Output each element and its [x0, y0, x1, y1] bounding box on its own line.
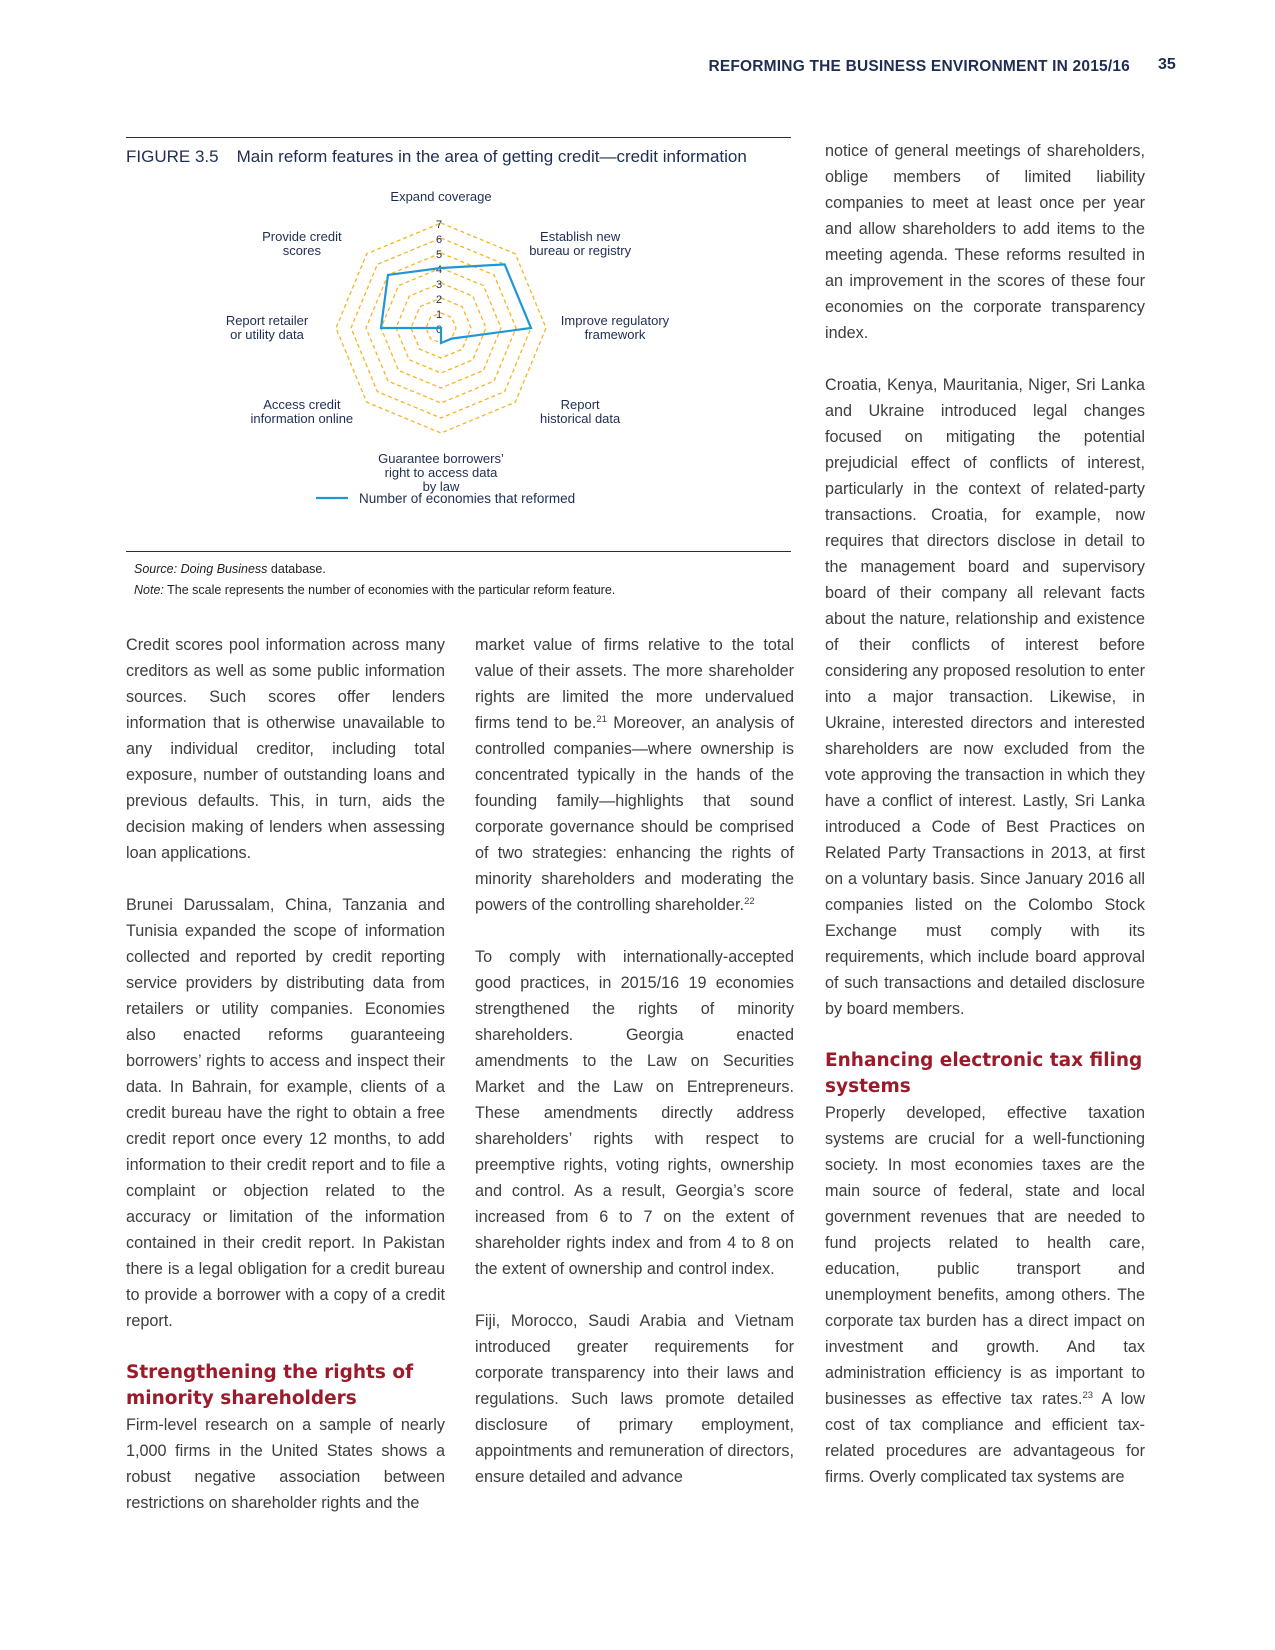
- legend-label: Number of economies that reformed: [359, 491, 576, 506]
- paragraph: [825, 1100, 1145, 1490]
- axis-label: [540, 397, 621, 426]
- paragraph-text: market value of firms relative to the total value of their assets. The more shareholder rights are limited the more undervalued firms tend to be.: [475, 636, 794, 732]
- paragraph: Fiji, Morocco, Saudi Arabia and Vietnam introduced greater requirements for corporate transparency into their laws and regulations. Such laws promote detailed disclosure of primary employment, appointments and remuneration of directors, ensure detailed and advance: [475, 1312, 794, 1486]
- paragraph: notice of general meetings of shareholders, oblige members of limited liability companies to meet at least once per year and allow shareholders to add items to the meeting agenda. These reforms resulted in an improvement in the scores of these four economies on the corporate transparency index.: [825, 142, 1145, 342]
- section-heading-electronic-tax: Enhancing electronic tax filing systems: [825, 1050, 1143, 1097]
- figure-top-rule: [126, 137, 791, 138]
- figure-bottom-rule: [126, 551, 791, 552]
- axis-label-line: Provide credit: [262, 228, 342, 244]
- source-label: Source:: [134, 562, 178, 576]
- text-column-3: [825, 138, 1145, 1490]
- figure-caption: [126, 147, 791, 167]
- figure-title: Main reform features in the area of getting credit—credit information: [236, 147, 747, 166]
- footnote-ref-21[interactable]: 21: [596, 714, 607, 725]
- paragraph-text: A low cost of tax compliance and efficient tax-related procedures are advantageous for firms. Overly complicated tax systems are: [825, 1390, 1145, 1486]
- scale-tick-label: 6: [436, 234, 443, 246]
- footnote-ref-22[interactable]: 22: [744, 896, 755, 907]
- section-heading-minority-shareholders: Strengthening the rights of minority shareholders: [126, 1362, 414, 1409]
- scale-tick-label: 1: [436, 309, 443, 321]
- axis-label-line: Report retailer: [225, 313, 309, 328]
- figure-number: FIGURE 3.5: [126, 147, 219, 166]
- figure-note: [134, 583, 615, 597]
- source-rest: database.: [270, 562, 326, 576]
- text-column-1: [126, 632, 445, 1516]
- scale-tick-label: 4: [436, 264, 443, 276]
- footnote-ref-23[interactable]: 23: [1082, 1390, 1094, 1401]
- axis-label-line: historical data: [540, 411, 621, 427]
- paragraph-text: Properly developed, effective taxation systems are crucial for a well-functioning society. In most economies taxes are the main source of federal, state and local government revenues that are needed to fund projects related to health care, education, public transport and unemployment benefits, among others. The corporate tax burden has a direct impact on investment and growth. And tax administration efficiency is as important to businesses as effective tax rates.: [825, 1104, 1145, 1408]
- axis-label-line: or utility data: [230, 327, 304, 342]
- axis-label-line: Report: [560, 397, 600, 413]
- scale-tick-label: 5: [436, 249, 443, 261]
- paragraph: Credit scores pool information across many creditors as well as some public information sources. Such scores offer lenders information that is otherwise unavailable to any individual creditor, including total exposure, number of outstanding loans and previous defaults. This, in turn, aids the decision making of lenders when assessing loan applications.: [126, 636, 445, 862]
- scale-tick-label: 7: [436, 219, 443, 231]
- scale-tick-label: 2: [436, 294, 443, 306]
- source-italic: Doing Business: [180, 562, 268, 576]
- running-header: REFORMING THE BUSINESS ENVIRONMENT IN 2015/16: [708, 58, 1130, 75]
- scale-tick-label: 0: [436, 324, 443, 336]
- radar-chart: [126, 189, 791, 540]
- axis-label-line: framework: [584, 327, 646, 342]
- paragraph: Croatia, Kenya, Mauritania, Niger, Sri Lanka and Ukraine introduced legal changes focused on mitigating the potential prejudicial effect of conflicts of interest, particularly in the context of related-party transactions. Croatia, for example, now requires that directors disclose in detail to the management board and supervisory board of their company all relevant facts about the nature, relationship and existence of their conflicts of interest before considering any proposed resolution to enter into a major transaction. Likewise, in Ukraine, interested directors and interested shareholders are now excluded from the vote approving the transaction in which they have a conflict of interest. Lastly, Sri Lanka introduced a Code of Best Practices on Related Party Transactions in 2013, at first on a voluntary basis. Since January 2016 all companies listed on the Colombo Stock Exchange must comply with its requirements, which include board approval of such transactions and detailed disclosure by board members.: [825, 376, 1145, 1018]
- paragraph: Brunei Darussalam, China, Tanzania and Tunisia expanded the scope of information collected and reported by credit reporting service providers by distributing data from retailers or utility companies. Economies also enacted reforms guaranteeing borrowers’ rights to access and inspect their data. In Bahrain, for example, clients of a credit bureau have the right to obtain a free credit report once every 12 months, to add information to their credit report and to file a complaint or objection related to the accuracy or limitation of the information contained in their credit report. In Pakistan there is a legal obligation for a credit bureau to provide a borrower with a copy of a credit report.: [126, 896, 445, 1330]
- axis-label-line: right to access data: [384, 465, 498, 480]
- axis-label-line: information online: [250, 411, 354, 427]
- axis-label: [529, 229, 631, 258]
- axis-label-line: Establish new: [540, 228, 621, 244]
- paragraph-text: Moreover, an analysis of controlled companies—where ownership is concentrated typically in the hands of the founding family—highlights that sound corporate governance should be comprised of two strategies: enhancing the rights of minority shareholders and moderating the powers of the controlling shareholder.: [475, 714, 794, 914]
- figure-source: [134, 562, 326, 576]
- paragraph: To comply with internationally-accepted good practices, in 2015/16 19 economies strengthened the rights of minority shareholders. Georgia enacted amendments to the Law on Securities Market and the Law on Entrepreneurs. These amendments directly address shareholders’ rights with respect to preemptive rights, voting rights, ownership and control. As a result, Georgia’s score increased from 6 to 7 on the extent of shareholder rights index and from 4 to 8 on the extent of ownership and control index.: [475, 948, 794, 1278]
- paragraph: [475, 632, 794, 918]
- axis-label: [378, 451, 504, 494]
- note-label: Note:: [134, 583, 164, 597]
- axis-label: [390, 189, 491, 204]
- axis-label: [251, 397, 354, 426]
- axis-label-line: Guarantee borrowers’: [378, 451, 504, 466]
- axis-label: [226, 313, 309, 342]
- axis-label: [561, 313, 670, 342]
- scale-tick-label: 3: [436, 279, 443, 291]
- axis-label-line: by law: [422, 479, 460, 494]
- axis-label-line: scores: [282, 242, 322, 258]
- text-column-2: [475, 632, 794, 1490]
- axis-label-line: Expand coverage: [390, 189, 492, 204]
- axis-label: [262, 229, 342, 258]
- paragraph: Firm-level research on a sample of nearly 1,000 firms in the United States shows a robust negative association between restrictions on shareholder rights and the: [126, 1416, 445, 1512]
- note-text: The scale represents the number of economies with the particular reform feature.: [167, 583, 616, 597]
- axis-label-line: bureau or registry: [529, 242, 632, 258]
- axis-label-line: Improve regulatory: [560, 313, 670, 328]
- axis-label-line: Access credit: [263, 397, 341, 413]
- page-number: 35: [1158, 56, 1176, 73]
